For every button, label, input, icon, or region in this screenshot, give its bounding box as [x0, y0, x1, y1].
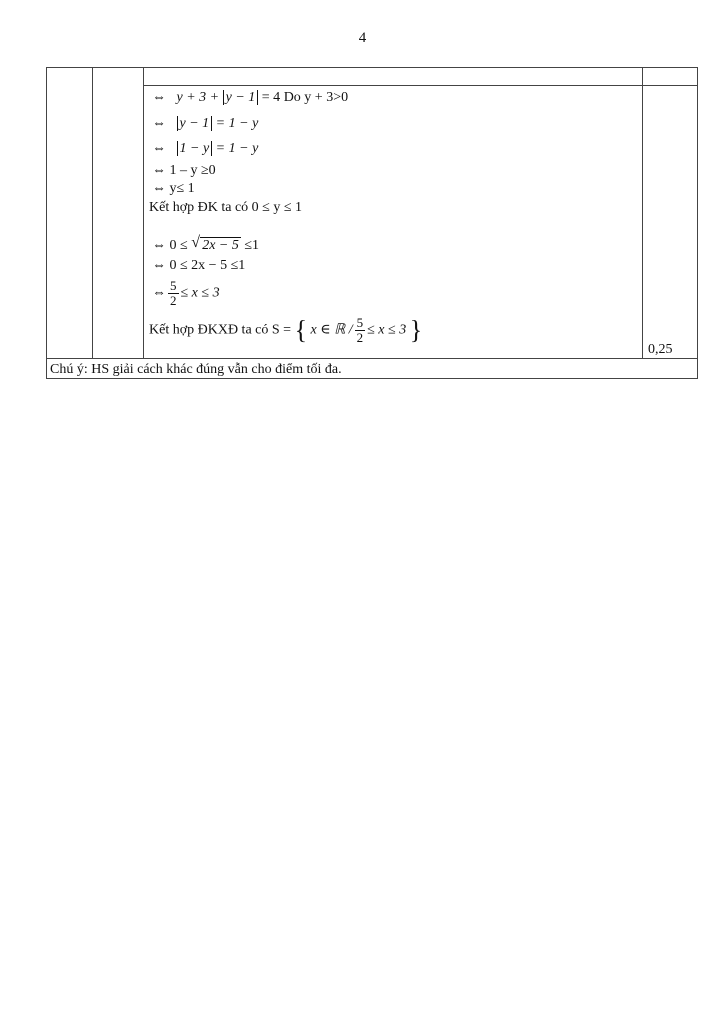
abs-value: y − 1: [223, 90, 259, 105]
step-2: [152, 115, 258, 133]
step-3: [152, 140, 258, 158]
col-border-3: [642, 67, 643, 358]
expr-part: ⇔ 0 ≤: [152, 238, 192, 253]
equiv-symbol: ⇔: [152, 141, 166, 156]
table-mid-border: [46, 358, 698, 359]
set-right-brace: }: [409, 315, 423, 345]
step-5: ⇔ y≤ 1: [152, 181, 195, 196]
abs-value: y − 1: [177, 116, 213, 131]
step-note: Do y + 3>0: [283, 90, 349, 105]
fraction-denominator: 2: [170, 293, 177, 308]
expr-part: = 1 − y: [212, 116, 259, 131]
abs-value: 1 − y: [177, 141, 213, 156]
fraction-denominator: 2: [356, 330, 364, 345]
radicand: 2x − 5: [202, 238, 239, 253]
set-expr: x ∈ ℝ /: [310, 322, 353, 338]
expr-part: = 1 − y: [212, 141, 259, 156]
expr-part: = 4: [258, 90, 281, 105]
step-6: [152, 234, 260, 255]
expr-part: y + 3 +: [176, 90, 223, 105]
sqrt-expression: √ 2x − 5: [191, 234, 239, 253]
expr-part: ≤1: [240, 238, 260, 253]
header-row-border: [143, 85, 698, 86]
step-1: [152, 89, 348, 107]
set-expr: ≤ x ≤ 3: [367, 322, 407, 338]
page-number: 4: [358, 30, 367, 46]
footnote: Chú ý: HS giải cách khác đúng vẫn cho điểm tối đa.: [50, 362, 342, 377]
step-7: ⇔ 0 ≤ 2x − 5 ≤1: [152, 258, 246, 273]
col-border-0: [46, 67, 47, 379]
equiv-symbol: ⇔: [152, 90, 166, 105]
fraction: [355, 316, 366, 345]
set-left-brace: {: [294, 315, 308, 345]
conclusion-line: [149, 316, 422, 345]
col-border-1: [92, 67, 93, 358]
score-value: 0,25: [648, 342, 673, 357]
col-border-2: [143, 67, 144, 358]
col-border-4: [697, 67, 698, 379]
conclusion-text: Kết hợp ĐKXĐ ta có S =: [149, 322, 295, 338]
table-bottom-border: [46, 378, 698, 379]
fraction-numerator: 5: [356, 315, 364, 330]
equiv-symbol: ⇔: [152, 285, 166, 301]
expr-part: ≤ x ≤ 3: [180, 285, 220, 301]
step-8: [152, 279, 220, 308]
condition-line: Kết hợp ĐK ta có 0 ≤ y ≤ 1: [149, 200, 303, 215]
fraction: [168, 279, 179, 308]
fraction-numerator: 5: [170, 278, 177, 293]
equiv-symbol: ⇔: [152, 116, 166, 131]
step-4: ⇔ 1 – y ≥0: [152, 163, 216, 178]
